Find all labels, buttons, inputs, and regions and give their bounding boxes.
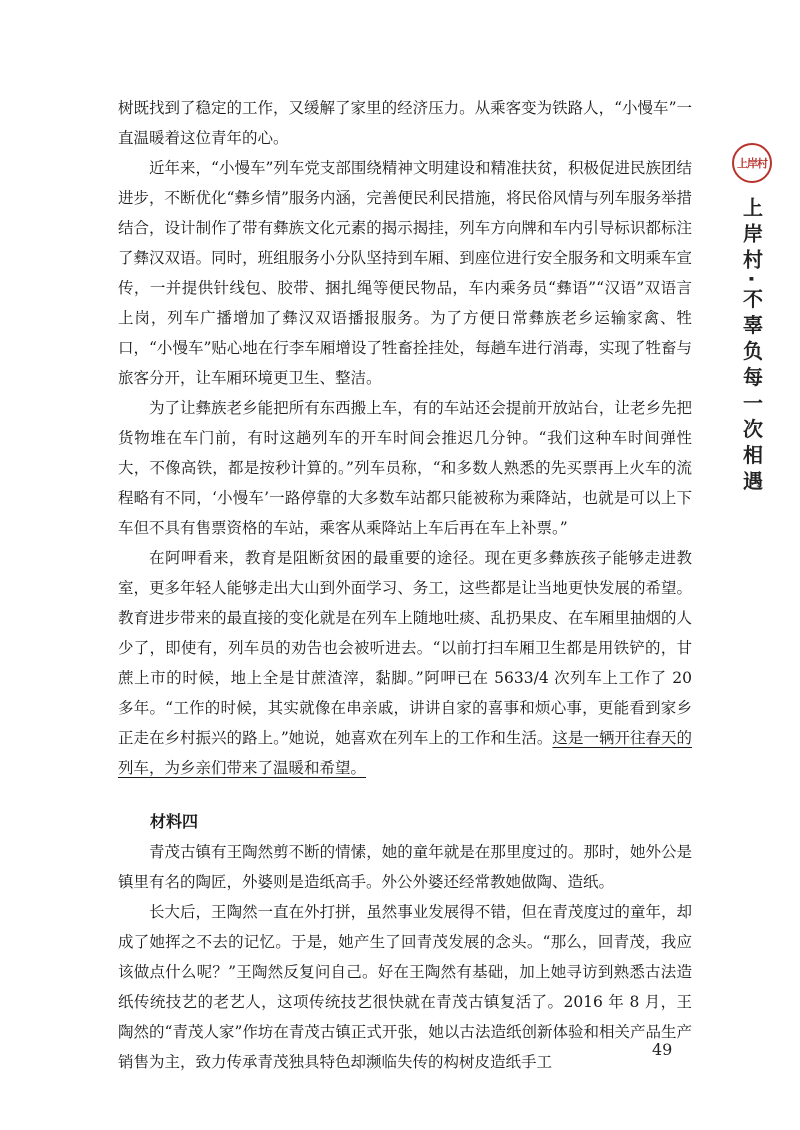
underlined-sentence: 这是一辆开往春天的列车，为乡亲们带来了温暖和希望。 [118, 729, 692, 777]
paragraph-2: 近年来，“小慢车”列车党支部围绕精神文明建设和精准扶贫，积极促进民族团结进步，不断优化“彝乡情”服务内涵，完善便民利民措施，将民俗风情与列车服务举措结合，设计制作了带有彝族文化元素的揭示揭挂，列车方向牌和车内引导标识都标注了彝汉双语。同时，班组服务小分队坚持到车厢、到座位进行安全服务和文明乘车宣传，一并提供针线包、胶带、捆扎绳等便民物品，车内乘务员“彝语”“汉语”双语言上岗，列车广播增加了彝汉双语播报服务。为了方便日常彝族老乡运输家禽、牲口，“小慢车”贴心地在行李车厢增设了牲畜拴挂处，每趟车进行消毒，实现了牲畜与旅客分开，让车厢环境更卫生、整洁。 [118, 159, 692, 387]
section-title: 材料四 [150, 812, 199, 831]
paragraph-4-text: 在阿呷看来，教育是阻断贫困的最重要的途径。现在更多彝族孩子能够走进教室，更多年轻人能够走出大山到外面学习、务工，这些都是让当地更快发展的希望。教育进步带来的最直接的变化就是在列车上随地吐痰、乱扔果皮、在车厢里抽烟的人少了，即使有，列车员的劝告也会被听进去。“以前打扫车厢卫生都是用铁铲的，甘蔗上市的时候，地上全是甘蔗渣滓，黏脚。”阿呷已在 5633/4 次列车上工作了 20 多年。“工作的时候，其实就像在串亲戚，讲讲自家的喜事和烦心事，更能看到家乡正走在乡村振兴的路上。”她说，她喜欢在列车上的工作和生活。 [118, 549, 692, 747]
body-text [118, 93, 692, 1077]
paragraph-3: 为了让彝族老乡能把所有东西搬上车，有的车站还会提前开放站台，让老乡先把货物堆在车门前，有时这趟列车的开车时间会推迟几分钟。“我们这种车时间弹性大，不像高铁，都是按秒计算的。”列车员称，“和多数人熟悉的先买票再上火车的流程略有不同，‘小慢车’一路停靠的大多数车站都只能被称为乘降站，也就是可以上下车但不具有售票资格的车站，乘客从乘降站上车后再在车上补票。” [118, 399, 692, 537]
seal-logo: 上岸村 [732, 143, 772, 183]
paragraph-1: 树既找到了稳定的工作，又缓解了家里的经济压力。从乘客变为铁路人，“小慢车”一直温暖着这位青年的心。 [118, 99, 692, 147]
page-number: 49 [652, 1040, 673, 1059]
section-paragraph-2: 长大后，王陶然一直在外打拼，虽然事业发展得不错，但在青茂度过的童年，却成了她挥之不去的记忆。于是，她产生了回青茂发展的念头。“那么，回青茂，我应该做点什么呢？”王陶然反复问自己。好在王陶然有基础，加上她寻访到熟悉古法造纸传统技艺的老艺人，这项传统技艺很快就在青茂古镇复活了。2016 年 8 月，王陶然的“青茂人家”作坊在青茂古镇正式开张，她以古法造纸创新体验和相关产品生产销售为主，致力传承青茂独具特色却濒临失传的构树皮造纸手工 [118, 903, 692, 1071]
series-title: 上岸村·不辜负每一次相遇 [739, 197, 764, 497]
paragraph-4 [118, 543, 692, 783]
section-paragraph-1: 青茂古镇有王陶然剪不断的情愫，她的童年就是在那里度过的。那时，她外公是镇里有名的陶匠，外婆则是造纸高手。外公外婆还经常教她做陶、造纸。 [118, 843, 692, 891]
side-header [728, 143, 776, 497]
